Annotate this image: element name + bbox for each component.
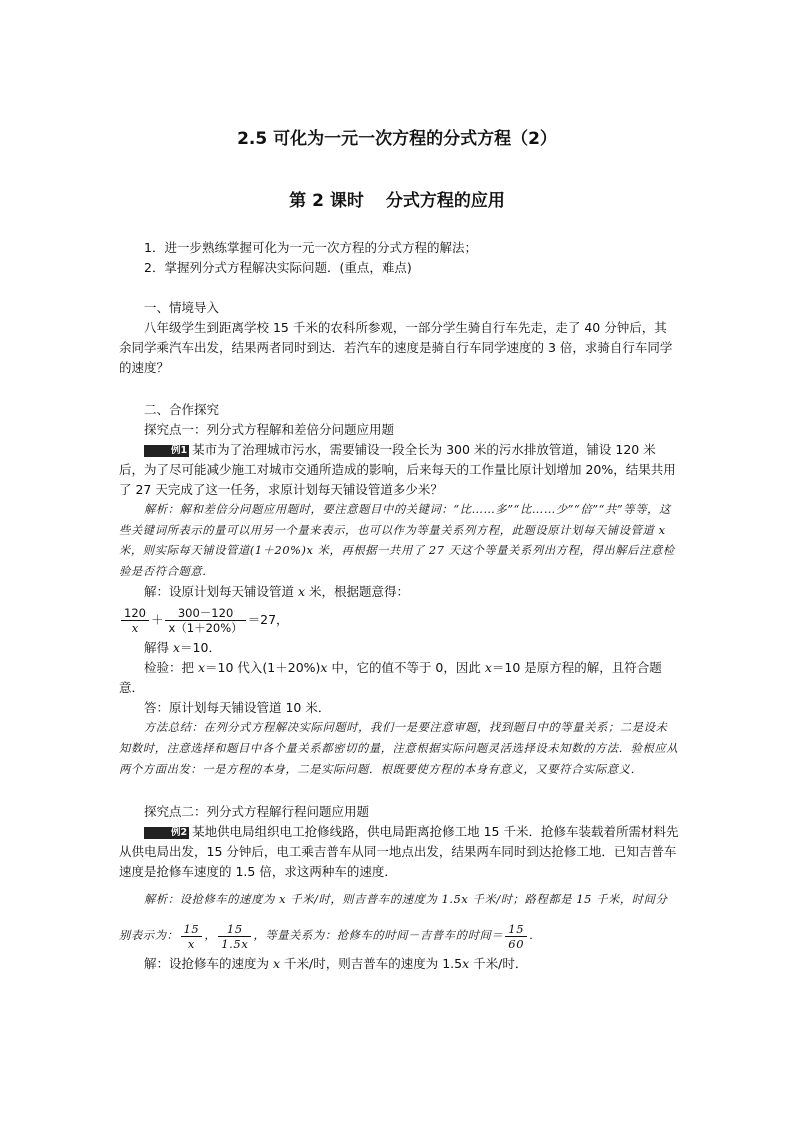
analysis-text: 千米/时；路程都是 15 千米，时间分别表示为： bbox=[119, 893, 668, 943]
numerator: 15 bbox=[181, 922, 203, 937]
document-body bbox=[119, 238, 679, 974]
variable: x bbox=[272, 956, 281, 972]
analysis-text: 米，则实际每天铺设管道(1＋20%) bbox=[119, 544, 307, 558]
analysis-text: 解析：解和差倍分问题应用题时，要注意题目中的关键词：“比……多”“比……少”“倍”“共”等等，这些关键词所表示的量可以用另一个量来表示，也可以作为等量关系列方程，此题设原计划每天铺设管道 bbox=[119, 503, 671, 537]
denominator: 60 bbox=[508, 936, 525, 951]
example-badge: 例2 bbox=[144, 827, 189, 839]
lesson-topic: 分式方程的应用 bbox=[385, 191, 505, 211]
fraction bbox=[165, 606, 245, 635]
fraction bbox=[505, 922, 527, 951]
solution-text: 中，它的值不等于 0，因此 bbox=[327, 660, 485, 676]
solution-text: 解：设抢修车的速度为 bbox=[144, 956, 273, 972]
numerator: 15 bbox=[218, 922, 251, 937]
example-2-solution bbox=[119, 954, 679, 974]
variable: x bbox=[279, 893, 287, 907]
variable: x bbox=[658, 523, 666, 537]
variable: x bbox=[484, 660, 492, 676]
answer: 答：原计划每天铺设管道 10 米． bbox=[144, 700, 331, 716]
method-summary: 方法总结：在列分式方程解决实际问题时，我们一是要注意审题，找到题目中的等量关系；二是设未知数时，注意选择和题目中各个量关系都密切的量，注意根据实际问题灵活选择设未知数的方法．验根应从两个方面出发：一是方程的本身，二是实际问题．根既要使方程的本身有意义，又要符合实际意义． bbox=[119, 721, 679, 776]
separator: ， bbox=[204, 929, 217, 943]
fraction bbox=[218, 922, 251, 951]
variable: x bbox=[172, 640, 181, 656]
example-1-text: 某市为了治理城市污水，需要铺设一段全长为 300 米的污水排放管道，铺设 120 米后，为了尽可能减少施工对城市交通所造成的影响，后来每天的工作量比原计划增加 20%，结果共用了 27 天完成了这一任务，求原计划每天铺设管道多少米？ bbox=[119, 442, 676, 497]
variable: x bbox=[306, 544, 314, 558]
denominator: x bbox=[131, 621, 139, 636]
exploration-heading: 探究点一：列分式方程解和差倍分问题应用题 bbox=[144, 422, 395, 437]
analysis-text: ，等量关系为：抢修车的时间－吉普车的时间＝ bbox=[253, 929, 504, 943]
solution-text: 解得 bbox=[144, 640, 173, 656]
example-1 bbox=[119, 440, 679, 500]
solution-text: 米，根据题意得： bbox=[305, 584, 410, 600]
lesson-subtitle bbox=[0, 186, 794, 211]
variable: x bbox=[197, 660, 206, 676]
exploration-heading: 探究点二：列分式方程解行程问题应用题 bbox=[144, 804, 370, 820]
analysis-text: 解析：设抢修车的速度为 bbox=[144, 893, 280, 907]
numerator: 300－120 bbox=[165, 606, 245, 621]
example-2-analysis bbox=[119, 882, 679, 954]
solution-text: ＝10 代入(1＋20%) bbox=[205, 660, 321, 676]
fraction bbox=[181, 922, 203, 951]
equation-rhs: ＝27， bbox=[247, 612, 289, 628]
solve-step bbox=[119, 638, 679, 658]
variable: x bbox=[320, 660, 328, 676]
objective-item: 1．进一步熟练掌握可化为一元一次方程的分式方程的解法； bbox=[144, 240, 477, 255]
section-heading: 二、合作探究 bbox=[144, 402, 220, 417]
solution-text: ＝10 是原方程的解，且符合题意． bbox=[119, 660, 662, 696]
analysis-text: 米，再根据一共用了 27 天这个等量关系列出方程，得出解后注意检验是否符合题意． bbox=[119, 544, 675, 578]
example-badge: 例1 bbox=[144, 445, 189, 457]
denominator: x（1＋20%） bbox=[168, 621, 243, 636]
variable: x bbox=[462, 956, 470, 972]
section-heading: 一、情境导入 bbox=[144, 300, 220, 315]
denominator: 1.5x bbox=[221, 936, 249, 951]
variable: x bbox=[461, 893, 469, 907]
denominator: x bbox=[187, 936, 195, 951]
numerator: 120 bbox=[121, 606, 149, 621]
operator: ＋ bbox=[150, 612, 164, 628]
solution-text: ＝10． bbox=[180, 640, 221, 656]
page-title: 2.5 可化为一元一次方程的分式方程（2） bbox=[237, 129, 557, 149]
numerator: 15 bbox=[505, 922, 527, 937]
fraction bbox=[121, 606, 149, 635]
example-2-text: 某地供电局组织电工抢修线路，供电局距离抢修工地 15 千米．抢修车装载着所需材料先从供电局出发，15 分钟后，电工乘吉普车从同一地点出发，结果两车同时到达抢修工地．已知吉普车速度是抢修车速度的 1.5 倍，求这两种车的速度． bbox=[119, 824, 679, 880]
analysis-text: 千米/时，则吉普车的速度为 1.5 bbox=[286, 893, 462, 907]
example-2 bbox=[119, 822, 679, 882]
objective-item: 2．掌握列分式方程解决实际问题．(重点，难点) bbox=[144, 260, 412, 275]
example-1-solution bbox=[119, 582, 679, 602]
equation bbox=[119, 602, 679, 638]
check-step bbox=[119, 658, 679, 698]
solution-text: 千米/时． bbox=[469, 956, 528, 972]
solution-text: 解：设原计划每天铺设管道 bbox=[144, 584, 298, 600]
solution-text: 检验：把 bbox=[144, 660, 198, 676]
intro-paragraph: 八年级学生到距离学校 15 千米的农科所参观，一部分学生骑自行车先走，走了 40 分钟后，其余同学乘汽车出发，结果两者同时到达．若汽车的速度是骑自行车同学速度的 3 倍，求骑自行车同学的速度？ bbox=[119, 320, 673, 375]
solution-text: 千米/时，则吉普车的速度为 1.5 bbox=[280, 956, 463, 972]
analysis-text: ． bbox=[529, 929, 542, 943]
lesson-number: 第 2 课时 bbox=[289, 191, 364, 211]
variable: x bbox=[297, 584, 306, 600]
example-1-analysis bbox=[119, 500, 679, 582]
